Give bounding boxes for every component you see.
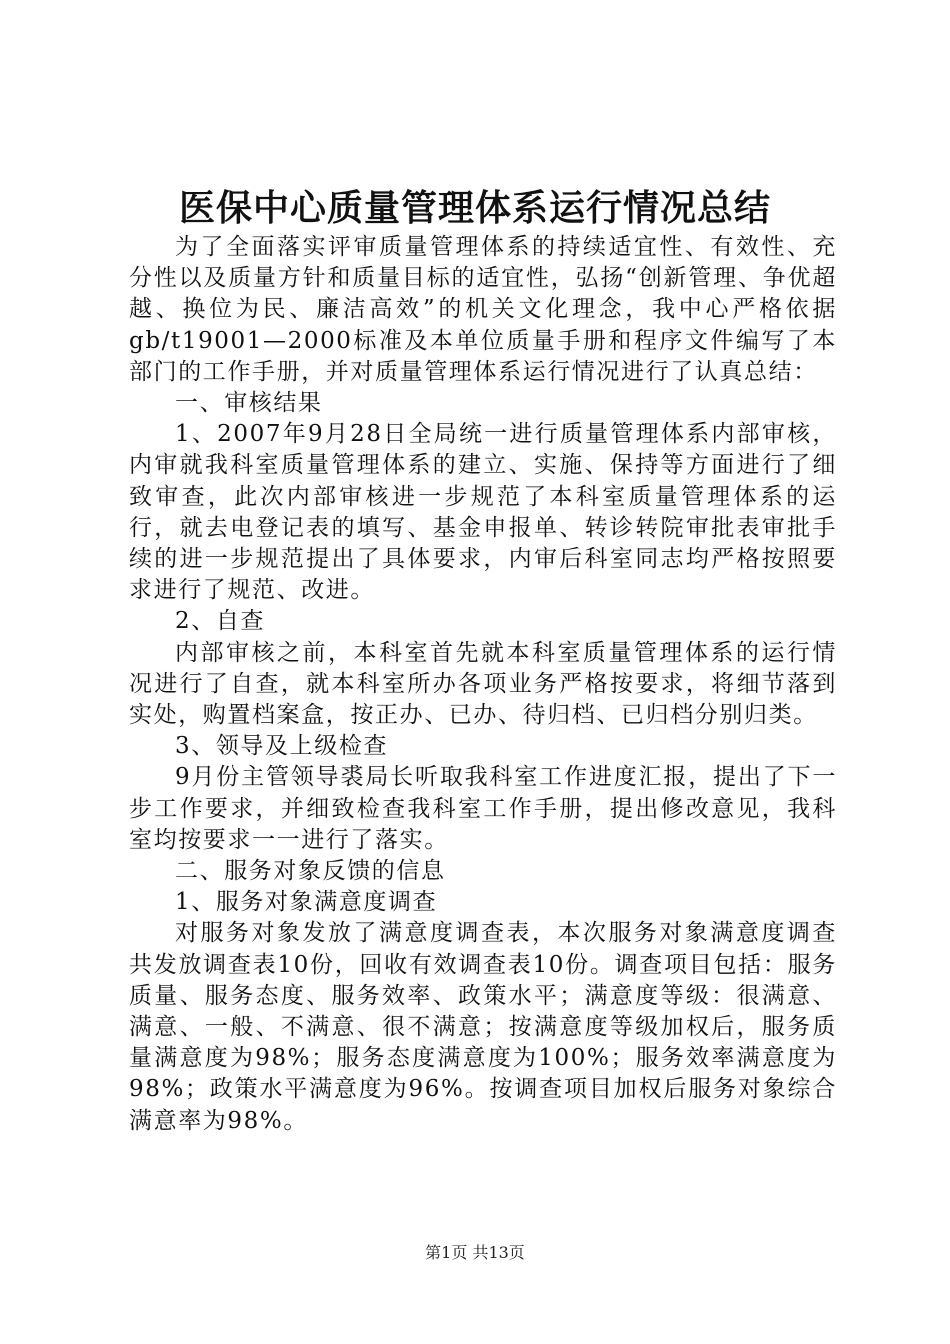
intro-paragraph: 为了全面落实评审质量管理体系的持续适宜性、有效性、充分性以及质量方针和质量目标的适宜性，弘扬“创新管理、争优超越、换位为民、廉洁高效”的机关文化理念，我中心严格依据gb/t19001—2000标准及本单位质量手册和程序文件编写了本部门的工作手册，并对质量管理体系运行情况进行了认真总结： [129, 234, 837, 385]
subheading-satisfaction-survey: 1、服务对象满意度调查 [175, 889, 438, 916]
document-body [129, 232, 837, 1137]
section-heading-audit-results: 一、审核结果 [175, 390, 323, 417]
page-number-footer: 第1页 共13页 [425, 1243, 525, 1262]
section-heading-feedback: 二、服务对象反馈的信息 [175, 858, 446, 885]
document-title: 医保中心质量管理体系运行情况总结 [178, 187, 771, 229]
subheading-self-check: 2、自查 [175, 608, 266, 635]
subheading-leadership-inspection: 3、领导及上级检查 [175, 733, 389, 760]
self-check-paragraph: 内部审核之前，本科室首先就本科室质量管理体系的运行情况进行了自查，就本科室所办各项业务严格按要求，将细节落到实处，购置档案盒，按正办、已办、待归档、已归档分别归类。 [129, 639, 837, 729]
leadership-inspection-paragraph: 9月份主管领导裘局长听取我科室工作进度汇报，提出了下一步工作要求，并细致检查我科室工作手册，提出修改意见，我科室均按要求一一进行了落实。 [129, 764, 837, 853]
audit-internal-paragraph: 1、2007年9月28日全局统一进行质量管理体系内部审核，内审就我科室质量管理体系的建立、实施、保持等方面进行了细致审查，此次内部审核进一步规范了本科室质量管理体系的运行，就去电登记表的填写、基金申报单、转诊转院审批表审批手续的进一步规范提出了具体要求，内审后科室同志均严格按照要求进行了规范、改进。 [129, 421, 837, 604]
satisfaction-survey-paragraph: 对服务对象发放了满意度调查表，本次服务对象满意度调查共发放调查表10份，回收有效调查表10份。调查项目包括：服务质量、服务态度、服务效率、政策水平；满意度等级：很满意、满意、一般、不满意、很不满意；按满意度等级加权后，服务质量满意度为98%；服务态度满意度为100%；服务效率满意度为98%；政策水平满意度为96%。按调查项目加权后服务对象综合满意率为98%。 [129, 920, 837, 1134]
